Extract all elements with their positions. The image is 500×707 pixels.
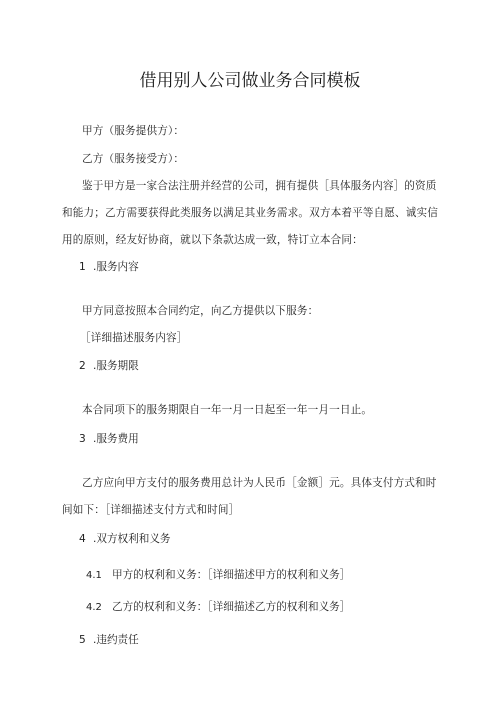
document-title: 借用别人公司做业务合同模板 bbox=[139, 71, 361, 91]
section-number: 3 bbox=[79, 433, 86, 445]
section-title: .双方权利和义务 bbox=[93, 533, 171, 545]
section-title: .服务费用 bbox=[93, 433, 139, 445]
item-number: 4.1 bbox=[86, 570, 102, 581]
party-a-line: 甲方（服务提供方）： bbox=[82, 125, 185, 137]
service-content-placeholder: ［详细描述服务内容］ bbox=[80, 332, 188, 344]
section-number: 1 bbox=[79, 261, 86, 273]
section-title: .违约责任 bbox=[93, 634, 139, 646]
section-heading-1 bbox=[79, 259, 139, 274]
item-text: 甲方的权利和义务：［详细描述甲方的权利和义务］ bbox=[112, 569, 351, 581]
section-number: 5 bbox=[79, 634, 86, 646]
section-title: .服务期限 bbox=[93, 360, 139, 372]
section-heading-5 bbox=[79, 632, 139, 647]
service-term-line: 本合同项下的服务期限自一年一月一日起至一年一月一日止。 bbox=[82, 404, 373, 416]
item-text: 乙方的权利和义务：［详细描述乙方的权利和义务］ bbox=[112, 601, 351, 613]
item-number: 4.2 bbox=[86, 602, 102, 613]
service-fee-line-1: 乙方应向甲方支付的服务费用总计为人民币［金额］元。具体支付方式和时 bbox=[82, 477, 437, 489]
rights-item-4-1 bbox=[86, 567, 350, 582]
service-fee-line-2: 间如下：［详细描述支付方式和时间］ bbox=[62, 504, 240, 516]
service-content-line: 甲方同意按照本合同约定，向乙方提供以下服务： bbox=[82, 305, 319, 317]
intro-line-1: 鉴于甲方是一家合法注册并经营的公司，拥有提供［具体服务内容］的资质 bbox=[82, 180, 437, 192]
intro-line-2: 和能力；乙方需要获得此类服务以满足其业务需求。双方本着平等自愿、诚实信 bbox=[62, 207, 439, 219]
party-b-line: 乙方（服务接受方）： bbox=[82, 153, 185, 165]
section-number: 2 bbox=[79, 360, 86, 372]
section-heading-3 bbox=[79, 431, 139, 446]
section-heading-4 bbox=[79, 531, 171, 546]
intro-line-3: 用的原则，经友好协商，就以下条款达成一致，特订立本合同： bbox=[62, 234, 363, 246]
section-number: 4 bbox=[79, 533, 86, 545]
section-heading-2 bbox=[79, 358, 139, 373]
section-title: .服务内容 bbox=[93, 261, 139, 273]
rights-item-4-2 bbox=[86, 599, 350, 614]
